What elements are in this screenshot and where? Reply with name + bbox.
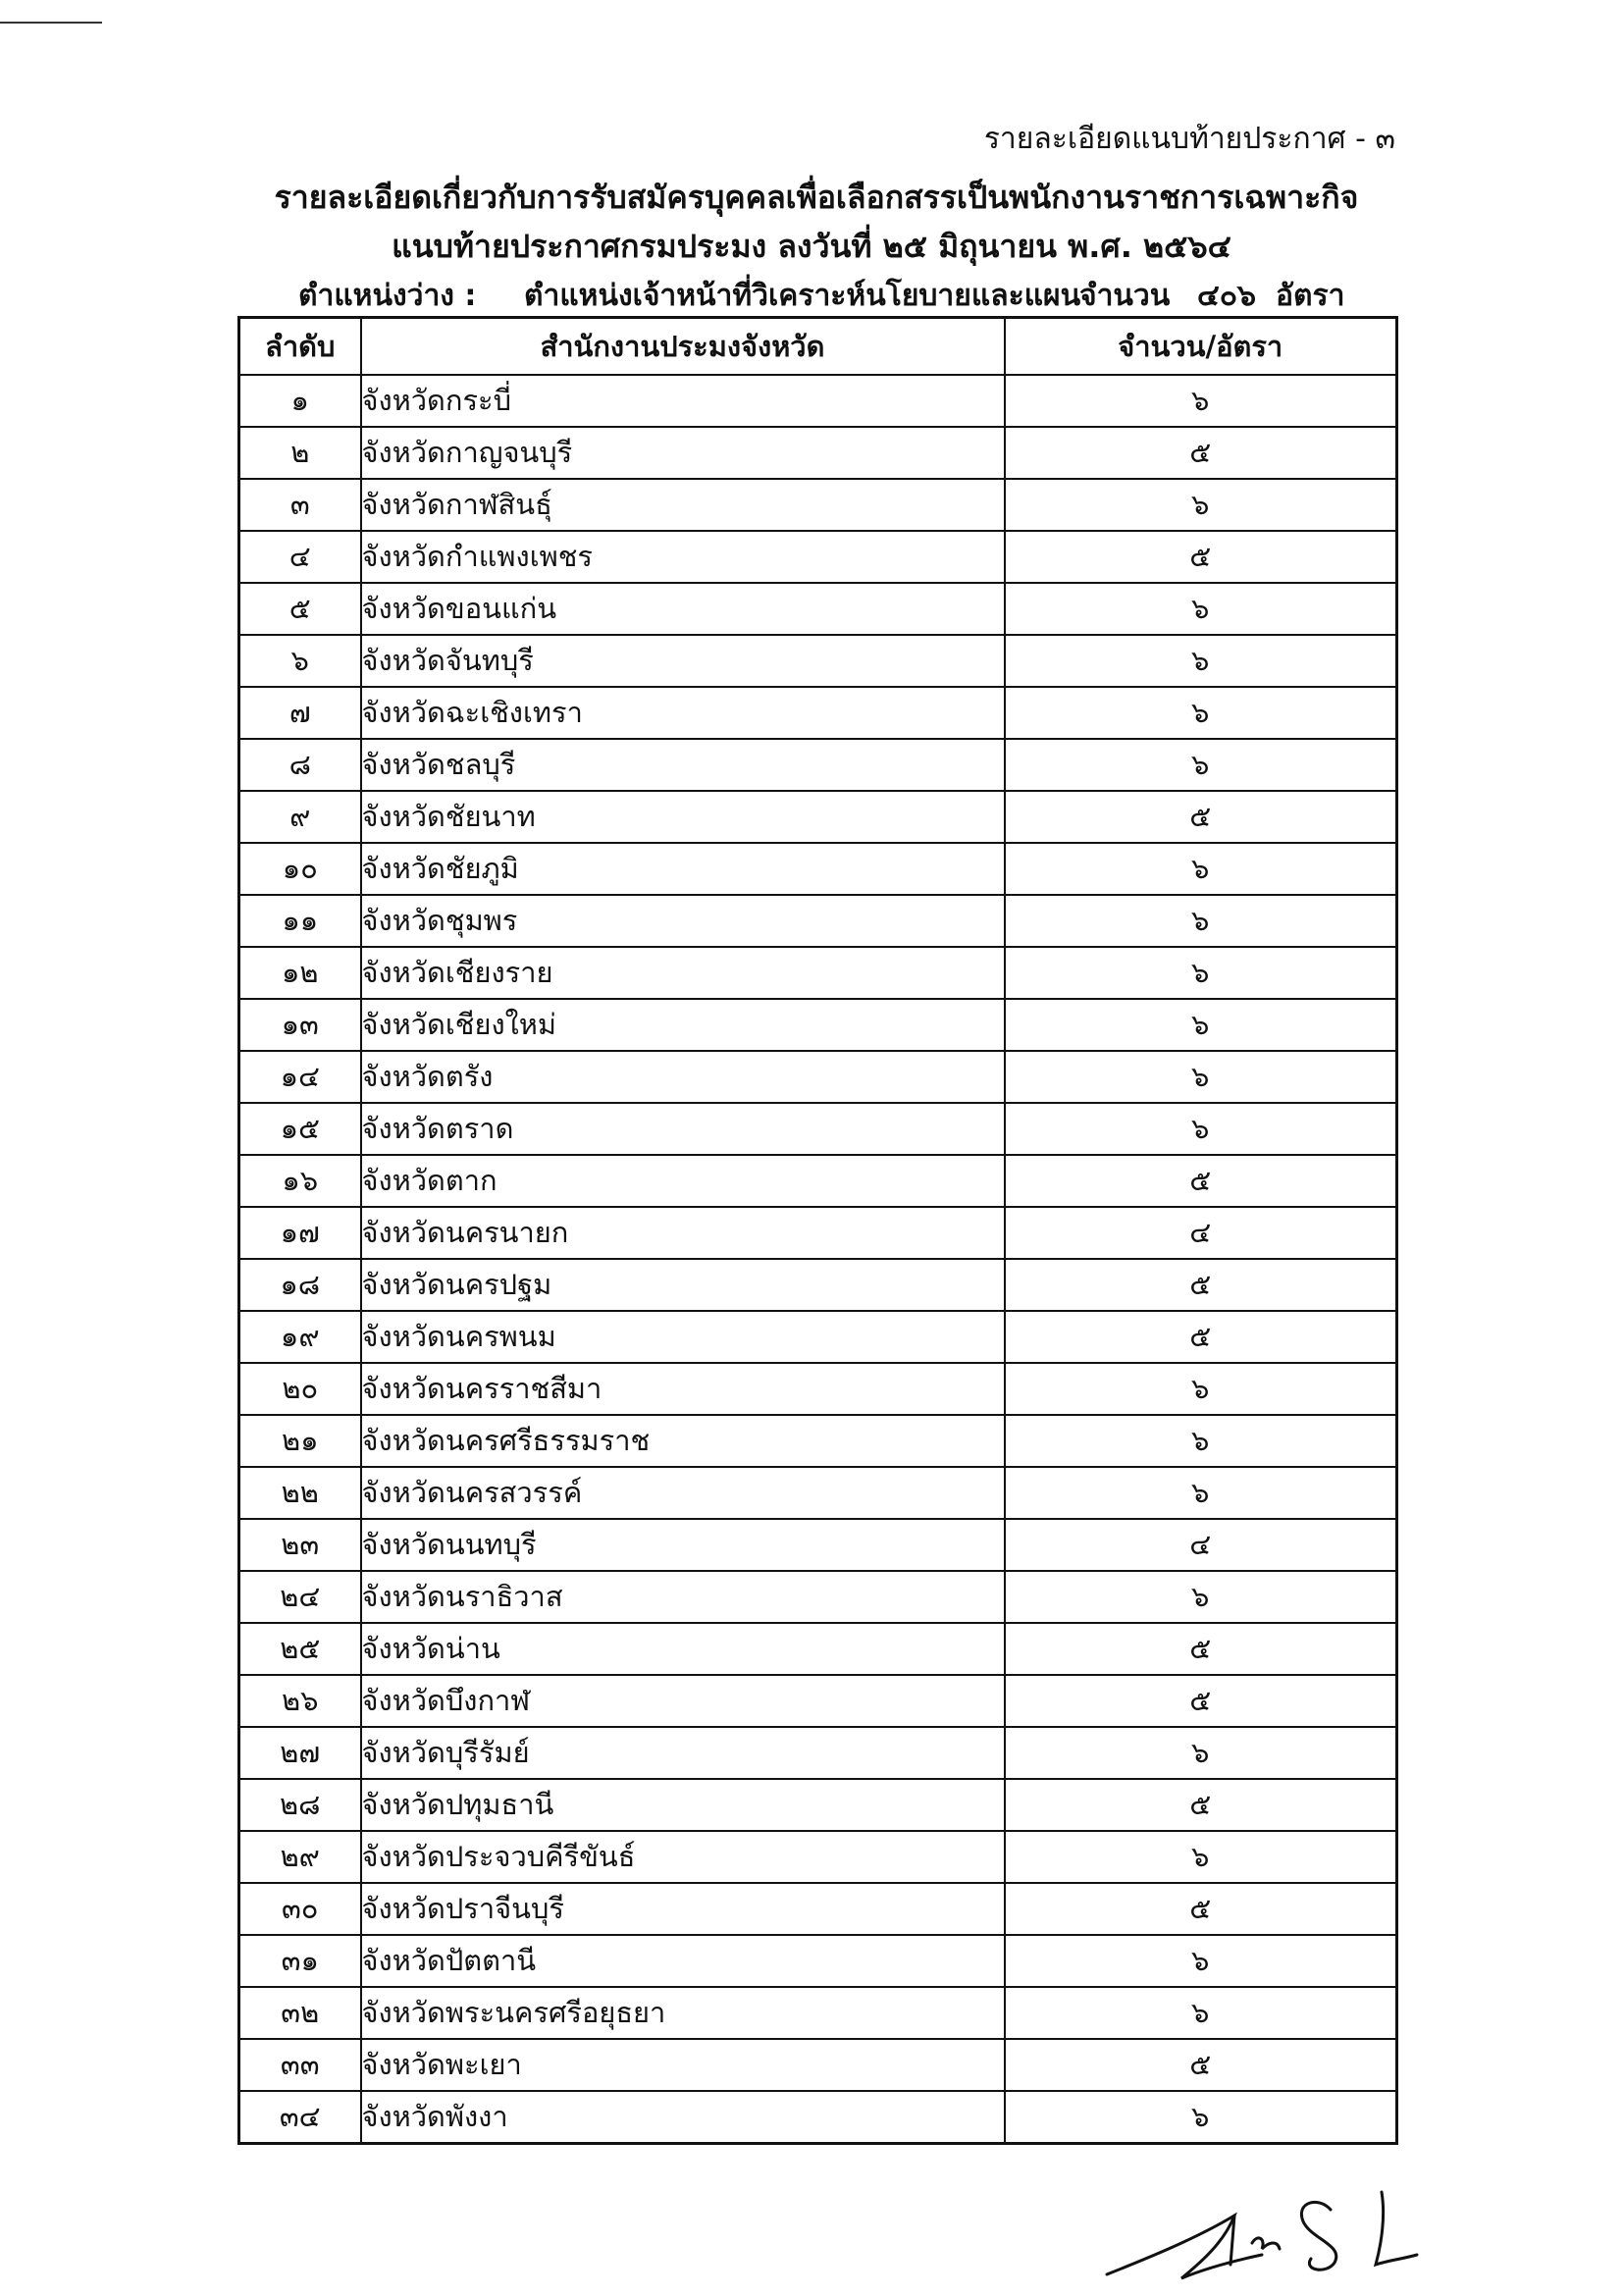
row-order: ๓๒ xyxy=(239,1987,361,2039)
table-row xyxy=(239,375,1397,427)
row-count: ๖ xyxy=(1005,1467,1397,1519)
row-count: ๖ xyxy=(1005,1051,1397,1103)
document-title: รายละเอียดเกี่ยวกับการรับสมัครบุคคลเพื่อเลือกสรรเป็นพนักงานราชการเฉพาะกิจ xyxy=(274,179,1359,216)
row-order: ๑๐ xyxy=(239,843,361,895)
row-office: จังหวัดน่าน xyxy=(361,1623,1005,1675)
row-office: จังหวัดตรัง xyxy=(361,1051,1005,1103)
row-office: จังหวัดชัยนาท xyxy=(361,791,1005,843)
position-name: ตำแหน่งเจ้าหน้าที่วิเคราะห์นโยบายและแผน xyxy=(524,279,1081,313)
row-office: จังหวัดปทุมธานี xyxy=(361,1779,1005,1831)
table-row xyxy=(239,947,1397,999)
vacancy-count-label: จำนวน xyxy=(1079,279,1171,313)
row-office: จังหวัดนครพนม xyxy=(361,1311,1005,1363)
table-row xyxy=(239,427,1397,479)
row-office: จังหวัดขอนแก่น xyxy=(361,583,1005,635)
table-row xyxy=(239,635,1397,687)
row-order: ๙ xyxy=(239,791,361,843)
header-office: สำนักงานประมงจังหวัด xyxy=(361,318,1005,376)
row-office: จังหวัดนครสวรรค์ xyxy=(361,1467,1005,1519)
row-order: ๖ xyxy=(239,635,361,687)
row-office: จังหวัดชัยภูมิ xyxy=(361,843,1005,895)
row-office: จังหวัดนครนายก xyxy=(361,1207,1005,1259)
table-row xyxy=(239,1103,1397,1155)
row-office: จังหวัดชลบุรี xyxy=(361,739,1005,791)
row-order: ๒๙ xyxy=(239,1831,361,1883)
row-order: ๓๐ xyxy=(239,1883,361,1935)
row-office: จังหวัดตาก xyxy=(361,1155,1005,1207)
table-row xyxy=(239,1363,1397,1415)
document-subtitle: แนบท้ายประกาศกรมประมง ลงวันที่ ๒๕ มิถุนายน พ.ศ. ๒๕๖๔ xyxy=(392,228,1231,265)
row-order: ๑๔ xyxy=(239,1051,361,1103)
table-row xyxy=(239,1519,1397,1571)
row-office: จังหวัดชุมพร xyxy=(361,895,1005,947)
row-order: ๑๕ xyxy=(239,1103,361,1155)
row-order: ๒ xyxy=(239,427,361,479)
row-order: ๘ xyxy=(239,739,361,791)
row-count: ๖ xyxy=(1005,1103,1397,1155)
table-header-row xyxy=(239,318,1397,376)
row-count: ๖ xyxy=(1005,1987,1397,2039)
table-row xyxy=(239,1675,1397,1727)
header-count: จำนวน/อัตรา xyxy=(1005,318,1397,376)
row-count: ๔ xyxy=(1005,1207,1397,1259)
table-row xyxy=(239,895,1397,947)
row-count: ๖ xyxy=(1005,1363,1397,1415)
row-order: ๑๙ xyxy=(239,1311,361,1363)
row-office: จังหวัดปัตตานี xyxy=(361,1935,1005,1987)
row-count: ๖ xyxy=(1005,1415,1397,1467)
vacancy-label: ตำแหน่งว่าง : xyxy=(298,279,477,313)
row-order: ๒๔ xyxy=(239,1571,361,1623)
row-order: ๗ xyxy=(239,687,361,739)
row-office: จังหวัดตราด xyxy=(361,1103,1005,1155)
row-count: ๕ xyxy=(1005,427,1397,479)
row-order: ๒๗ xyxy=(239,1727,361,1779)
row-office: จังหวัดบึงกาฬ xyxy=(361,1675,1005,1727)
table-row xyxy=(239,1727,1397,1779)
header-order: ลำดับ xyxy=(239,318,361,376)
row-office: จังหวัดพระนครศรีอยุธยา xyxy=(361,1987,1005,2039)
row-order: ๑๑ xyxy=(239,895,361,947)
table-row xyxy=(239,2039,1397,2091)
row-count: ๕ xyxy=(1005,1259,1397,1311)
table-row xyxy=(239,843,1397,895)
row-count: ๖ xyxy=(1005,687,1397,739)
table-row xyxy=(239,1259,1397,1311)
row-count: ๕ xyxy=(1005,1883,1397,1935)
row-order: ๑๓ xyxy=(239,999,361,1051)
row-office: จังหวัดเชียงใหม่ xyxy=(361,999,1005,1051)
row-office: จังหวัดนครปฐม xyxy=(361,1259,1005,1311)
row-count: ๖ xyxy=(1005,375,1397,427)
attachment-reference: รายละเอียดแนบท้ายประกาศ - ๓ xyxy=(983,122,1395,156)
vacancy-line xyxy=(298,273,1344,319)
row-count: ๖ xyxy=(1005,1727,1397,1779)
row-count: ๖ xyxy=(1005,479,1397,531)
table-row xyxy=(239,1467,1397,1519)
table-row xyxy=(239,2091,1397,2144)
row-count: ๖ xyxy=(1005,1831,1397,1883)
row-office: จังหวัดฉะเชิงเทรา xyxy=(361,687,1005,739)
table-row xyxy=(239,1571,1397,1623)
table-row xyxy=(239,1831,1397,1883)
row-order: ๒๑ xyxy=(239,1415,361,1467)
table-row xyxy=(239,999,1397,1051)
row-office: จังหวัดนนทบุรี xyxy=(361,1519,1005,1571)
row-order: ๒๕ xyxy=(239,1623,361,1675)
table-row xyxy=(239,1155,1397,1207)
table-row xyxy=(239,1207,1397,1259)
row-order: ๒๘ xyxy=(239,1779,361,1831)
row-count: ๖ xyxy=(1005,739,1397,791)
row-count: ๕ xyxy=(1005,791,1397,843)
table-row xyxy=(239,791,1397,843)
row-order: ๒๖ xyxy=(239,1675,361,1727)
table-row xyxy=(239,1051,1397,1103)
table-row xyxy=(239,1987,1397,2039)
row-count: ๔ xyxy=(1005,1519,1397,1571)
row-order: ๒๓ xyxy=(239,1519,361,1571)
row-order: ๔ xyxy=(239,531,361,583)
table-row xyxy=(239,1623,1397,1675)
row-office: จังหวัดพะเยา xyxy=(361,2039,1005,2091)
row-count: ๕ xyxy=(1005,531,1397,583)
row-order: ๒๐ xyxy=(239,1363,361,1415)
row-count: ๕ xyxy=(1005,2039,1397,2091)
row-office: จังหวัดปราจีนบุรี xyxy=(361,1883,1005,1935)
row-count: ๖ xyxy=(1005,1571,1397,1623)
row-count: ๕ xyxy=(1005,1779,1397,1831)
row-order: ๓ xyxy=(239,479,361,531)
row-office: จังหวัดนครศรีธรรมราช xyxy=(361,1415,1005,1467)
row-order: ๓๓ xyxy=(239,2039,361,2091)
row-count: ๖ xyxy=(1005,1935,1397,1987)
row-count: ๖ xyxy=(1005,843,1397,895)
row-count: ๕ xyxy=(1005,1675,1397,1727)
row-office: จังหวัดจันทบุรี xyxy=(361,635,1005,687)
row-office: จังหวัดประจวบคีรีขันธ์ xyxy=(361,1831,1005,1883)
row-count: ๖ xyxy=(1005,947,1397,999)
row-count: ๕ xyxy=(1005,1311,1397,1363)
signature xyxy=(1087,2180,1440,2294)
vacancy-count: ๔๐๖ xyxy=(1197,279,1257,313)
row-office: จังหวัดบุรีรัมย์ xyxy=(361,1727,1005,1779)
row-order: ๑๖ xyxy=(239,1155,361,1207)
row-order: ๒๒ xyxy=(239,1467,361,1519)
row-office: จังหวัดนราธิวาส xyxy=(361,1571,1005,1623)
row-count: ๕ xyxy=(1005,1155,1397,1207)
table-row xyxy=(239,1415,1397,1467)
row-count: ๖ xyxy=(1005,635,1397,687)
row-count: ๖ xyxy=(1005,999,1397,1051)
row-count: ๕ xyxy=(1005,1623,1397,1675)
table-row xyxy=(239,479,1397,531)
table-body xyxy=(239,375,1397,2144)
vacancy-table xyxy=(237,316,1398,2145)
table-row xyxy=(239,1935,1397,1987)
row-office: จังหวัดเชียงราย xyxy=(361,947,1005,999)
row-office: จังหวัดพังงา xyxy=(361,2091,1005,2144)
row-count: ๖ xyxy=(1005,2091,1397,2144)
row-order: ๑๗ xyxy=(239,1207,361,1259)
row-order: ๑๘ xyxy=(239,1259,361,1311)
table-row xyxy=(239,1779,1397,1831)
row-order: ๑๒ xyxy=(239,947,361,999)
table-row xyxy=(239,1311,1397,1363)
row-office: จังหวัดกระบี่ xyxy=(361,375,1005,427)
table-row xyxy=(239,531,1397,583)
row-order: ๓๑ xyxy=(239,1935,361,1987)
row-office: จังหวัดกาฬสินธุ์ xyxy=(361,479,1005,531)
row-office: จังหวัดกาญจนบุรี xyxy=(361,427,1005,479)
vacancy-unit: อัตรา xyxy=(1276,279,1345,313)
table-row xyxy=(239,739,1397,791)
row-count: ๖ xyxy=(1005,583,1397,635)
row-count: ๖ xyxy=(1005,895,1397,947)
row-order: ๓๔ xyxy=(239,2091,361,2144)
corner-rule xyxy=(0,22,102,24)
row-office: จังหวัดนครราชสีมา xyxy=(361,1363,1005,1415)
row-order: ๕ xyxy=(239,583,361,635)
table-row xyxy=(239,1883,1397,1935)
table-row xyxy=(239,583,1397,635)
row-order: ๑ xyxy=(239,375,361,427)
row-office: จังหวัดกำแพงเพชร xyxy=(361,531,1005,583)
table-row xyxy=(239,687,1397,739)
